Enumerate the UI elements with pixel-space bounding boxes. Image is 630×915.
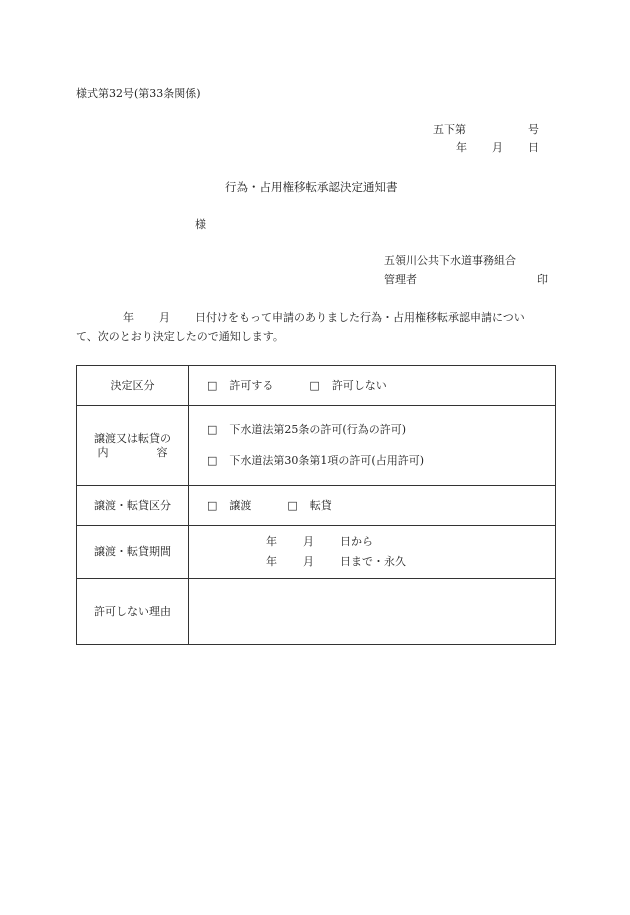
issuer-organization: 五領川公共下水道事務組合 [384, 254, 516, 267]
body-text-line2: て、次のとおり決定したので通知します。 [76, 330, 284, 343]
checkbox-article-25[interactable]: □ [207, 423, 218, 436]
period-from-year: 年 [266, 535, 277, 548]
content-label-line1: 譲渡又は転貸の [94, 431, 171, 445]
transfer-label: 譲渡 [229, 498, 252, 512]
reason-field[interactable] [189, 579, 556, 645]
content-option-25 [207, 423, 555, 437]
period-label: 譲渡・転貸期間 [77, 526, 189, 579]
period-to-month: 月 [303, 555, 314, 568]
content-label-char2: 容 [156, 445, 168, 459]
checkbox-article-30[interactable]: □ [207, 454, 218, 467]
content-row [77, 406, 556, 486]
article-25-label: 下水道法第25条の許可(行為の許可) [229, 423, 406, 436]
reason-label: 許可しない理由 [77, 579, 189, 645]
date-day: 日 [528, 141, 539, 154]
document-number-suffix: 号 [528, 123, 539, 136]
date-month: 月 [492, 141, 503, 154]
decision-row [77, 366, 556, 406]
addressee-honorific: 様 [195, 218, 206, 231]
decision-label: 決定区分 [77, 366, 189, 406]
period-to [266, 555, 555, 569]
period-to-day: 日まで・永久 [340, 555, 406, 568]
deny-label: 許可しない [331, 378, 387, 392]
content-option-30 [207, 454, 555, 468]
article-30-label: 下水道法第30条第1項の許可(占用許可) [229, 454, 424, 467]
issuer-seal: 印 [537, 273, 548, 286]
period-values [189, 526, 556, 579]
decision-options [189, 366, 556, 406]
period-row [77, 526, 556, 579]
checkbox-approve[interactable]: □ [207, 378, 218, 392]
body-text-line1: 日付けをもって申請のありました行為・占用権移転承認申請につい [195, 311, 525, 324]
checkbox-deny[interactable]: □ [309, 378, 320, 392]
decision-table [76, 365, 556, 645]
document-title: 行為・占用権移転承認決定通知書 [225, 180, 398, 194]
period-from-day: 日から [340, 535, 373, 548]
content-label-char1: 内 [97, 445, 109, 459]
sublease-label: 転貸 [309, 498, 332, 512]
content-options [189, 406, 556, 486]
document-number-prefix: 五下第 [433, 123, 466, 136]
transfer-type-label: 譲渡・転貸区分 [77, 486, 189, 526]
period-from [266, 535, 555, 549]
reason-row [77, 579, 556, 645]
period-from-month: 月 [303, 535, 314, 548]
checkbox-sublease[interactable]: □ [287, 498, 298, 512]
transfer-type-row [77, 486, 556, 526]
form-number: 様式第32号(第33条関係) [76, 87, 201, 100]
checkbox-transfer[interactable]: □ [207, 498, 218, 512]
body-month: 月 [159, 311, 170, 324]
transfer-type-options [189, 486, 556, 526]
period-to-year: 年 [266, 555, 277, 568]
content-label-line2 [77, 446, 188, 460]
content-label [77, 406, 189, 486]
approve-label: 許可する [229, 378, 274, 392]
body-year: 年 [123, 311, 134, 324]
date-year: 年 [456, 141, 467, 154]
issuer-role: 管理者 [384, 273, 417, 286]
